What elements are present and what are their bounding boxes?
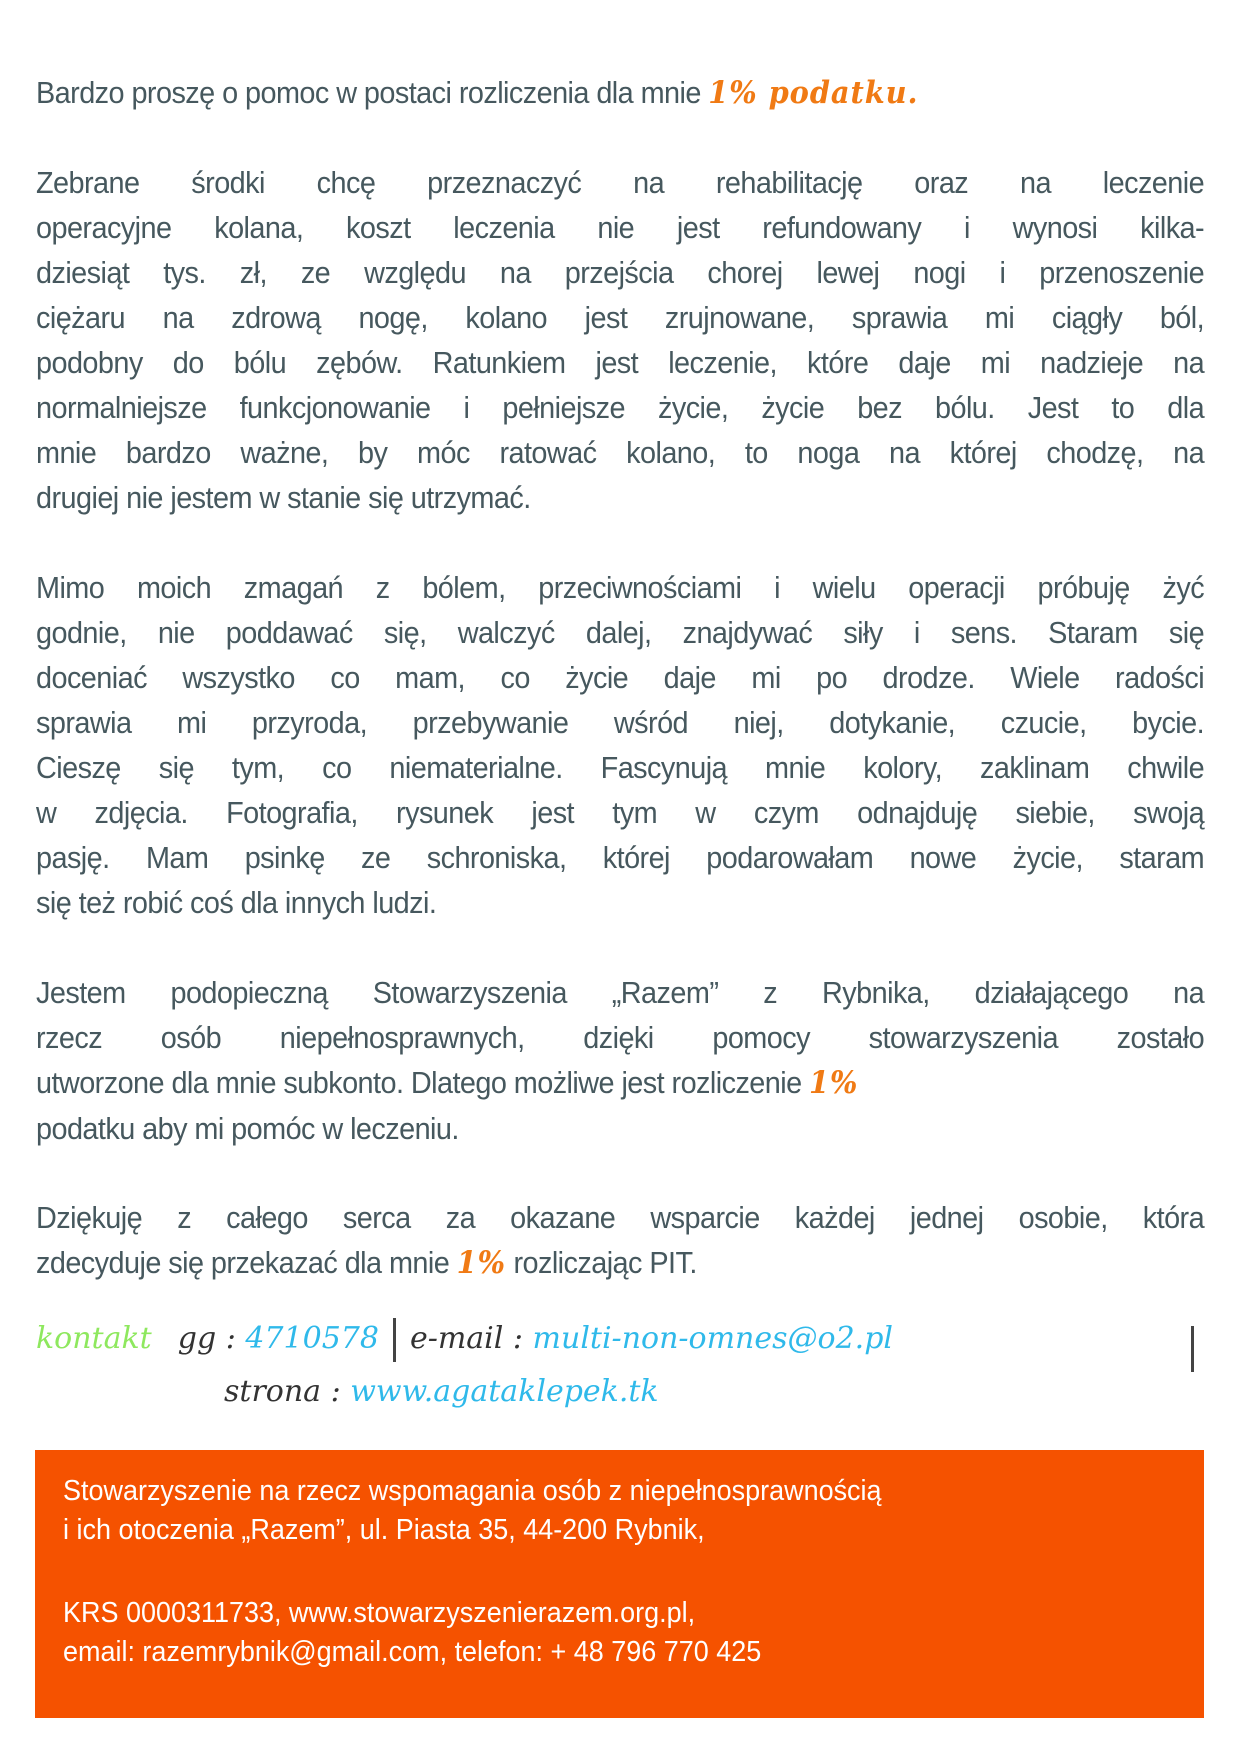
text-line: podatku aby mi pomóc w leczeniu. (36, 1111, 459, 1146)
text-line: normalniejsze funkcjonowanie i pełniejsze życie, życie bez bólu. Jest to dla (36, 390, 1205, 425)
website-label: strona : (224, 1374, 351, 1409)
gg-label: gg : (177, 1321, 246, 1356)
intro-line (36, 70, 1204, 116)
organization-address-line: i ich otoczenia „Razem”, ul. Piasta 35, 44-200 Rybnik, (63, 1514, 705, 1546)
paragraph-treatment (36, 160, 1204, 520)
text-line: Dziękuję z całego serca za okazane wsparcie każdej jednej osobie, która (36, 1200, 1205, 1235)
spacer (63, 1550, 882, 1594)
intro-paragraph (36, 70, 1204, 116)
text-line: w zdjęcia. Fotografia, rysunek jest tym w czym odnajduję siebie, swoją (36, 795, 1205, 830)
text-line (36, 1060, 1204, 1106)
line-text: utworzone dla mnie subkonto. Dlatego możliwe jest rozliczenie (36, 1065, 810, 1100)
website-link[interactable]: www.agataklepek.tk (350, 1374, 659, 1409)
text-line: Cieszę się tym, co niematerialne. Fascynują mnie kolory, zaklinam chwile (36, 750, 1205, 785)
text-line: drugiej nie jestem w stanie się utrzymać. (36, 480, 531, 515)
text-line: Jestem podopieczną Stowarzyszenia „Razem” z Rybnika, działającego na (36, 975, 1205, 1010)
organization-contact-line: email: razemrybnik@gmail.com, telefon: + 48 796 770 425 (63, 1636, 762, 1668)
paragraph-thanks (36, 1195, 1204, 1286)
website-row (224, 1374, 659, 1409)
paragraph-life (36, 565, 1204, 925)
text-line: ciężaru na zdrową nogę, kolano jest zrujnowane, sprawia mi ciągły ból, (36, 300, 1205, 335)
one-percent-highlight: 1% (456, 1245, 506, 1281)
text-line: dziesiąt tys. zł, ze względu na przejścia chorej lewej nogi i przenoszenie (36, 255, 1205, 290)
intro-highlight: 1% podatku. (708, 75, 919, 111)
text-line: Mimo moich zmagań z bólem, przeciwnościami i wielu operacji próbuję żyć (36, 570, 1205, 605)
divider (1191, 1326, 1194, 1372)
email-link[interactable]: multi-non-omnes@o2.pl (532, 1321, 894, 1356)
text-line: godnie, nie poddawać się, walczyć dalej, znajdywać siły i sens. Staram się (36, 615, 1205, 650)
paragraph-association (36, 970, 1204, 1151)
text-line: sprawia mi przyroda, przebywanie wśród niej, dotykanie, czucie, bycie. (36, 705, 1205, 740)
organization-krs-line: KRS 0000311733, www.stowarzyszenierazem.org.pl, (63, 1597, 696, 1629)
text-line: pasję. Mam psinkę ze schroniska, której podarowałam nowe życie, staram (36, 840, 1205, 875)
one-percent-highlight: 1% (809, 1065, 859, 1101)
line-text: rozliczając PIT. (505, 1245, 697, 1280)
organization-name-line: Stowarzyszenie na rzecz wspomagania osób z niepełnosprawnością (63, 1475, 882, 1507)
text-line: rzecz osób niepełnosprawnych, dzięki pomocy stowarzyszenia zostało (36, 1020, 1205, 1055)
text-line: mnie bardzo ważne, by móc ratować kolano, to noga na której chodzę, na (36, 435, 1205, 470)
contact-label: kontakt (36, 1321, 152, 1356)
email-label: e-mail : (409, 1321, 533, 1356)
text-line: operacyjne kolana, koszt leczenia nie jest refundowany i wynosi kilka- (36, 210, 1205, 245)
text-line: podobny do bólu zębów. Ratunkiem jest leczenie, które daje mi nadzieje na (36, 345, 1205, 380)
intro-text: Bardzo proszę o pomoc w postaci rozliczenia dla mnie (36, 75, 709, 110)
text-line (36, 1240, 1204, 1286)
gg-number[interactable]: 4710578 (245, 1321, 379, 1356)
organization-info (63, 1472, 882, 1672)
organization-box (35, 1450, 1204, 1718)
line-text: zdecyduje się przekazać dla mnie (36, 1245, 457, 1280)
divider (393, 1318, 396, 1362)
text-line: Zebrane środki chcę przeznaczyć na rehabilitację oraz na leczenie (36, 165, 1205, 200)
text-line: doceniać wszystko co mam, co życie daje mi po drodze. Wiele radości (36, 660, 1205, 695)
contact-row (36, 1318, 893, 1362)
text-line: się też robić coś dla innych ludzi. (36, 885, 437, 920)
